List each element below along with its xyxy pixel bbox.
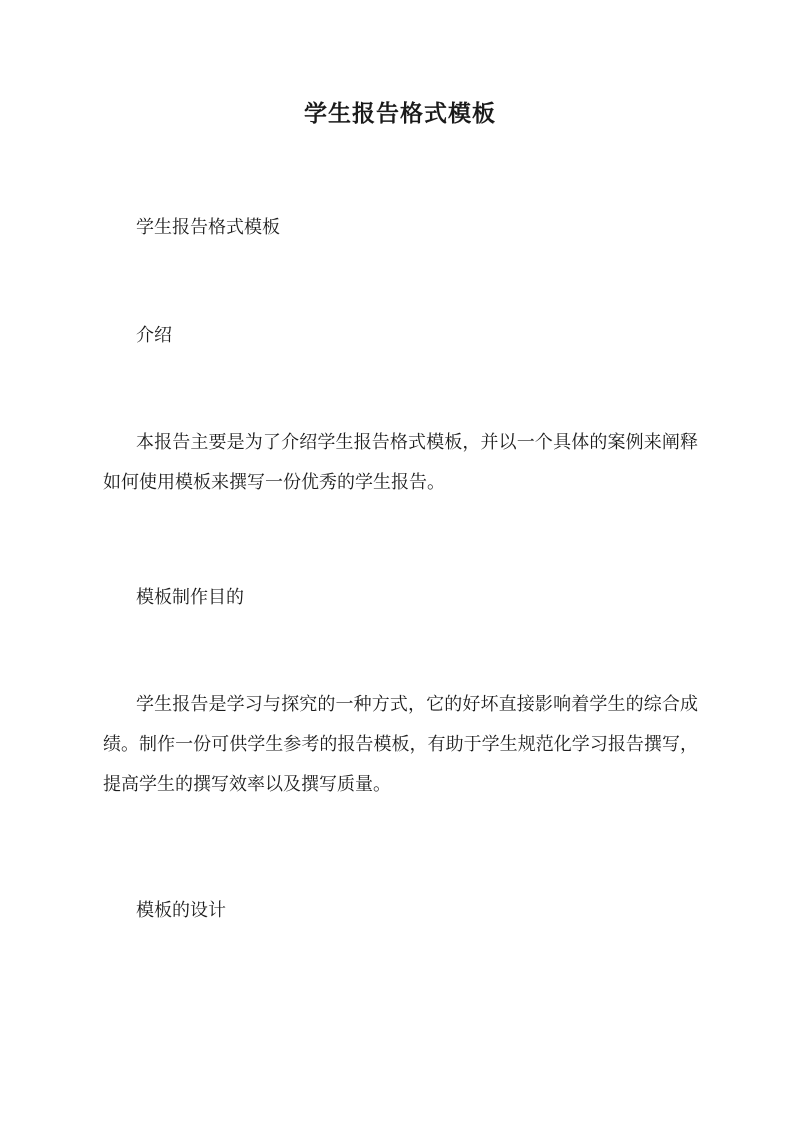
purpose-paragraph: 学生报告是学习与探究的一种方式，它的好坏直接影响着学生的综合成绩。制作一份可供学生参考的报告模板，有助于学生规范化学习报告撰写，提高学生的撰写效率以及撰写质量。: [103, 694, 698, 795]
section-heading-design: 模板的设计: [136, 900, 226, 921]
section-heading-purpose: 模板制作目的: [136, 587, 244, 608]
document-title: 学生报告格式模板: [304, 100, 496, 127]
section-heading-introduction: 介绍: [136, 325, 172, 346]
subtitle-paragraph: 学生报告格式模板: [136, 217, 280, 238]
introduction-paragraph: 本报告主要是为了介绍学生报告格式模板，并以一个具体的案例来阐释如何使用模板来撰写一份优秀的学生报告。: [103, 432, 698, 493]
